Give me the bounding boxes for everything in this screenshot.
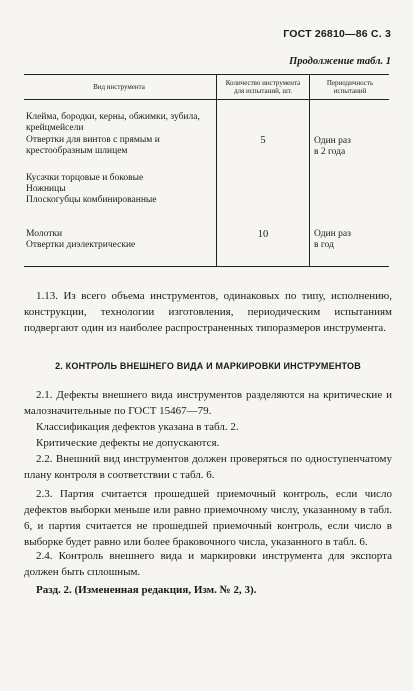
paragraph-1-13: 1.13. Из всего объема инструментов, одинаковых по типу, исполнению, конструкции, технологии изготовления, периодическим испытаниям подвергают один из наиболее распространенных типоразмеров инструмента. bbox=[24, 290, 392, 334]
table-row bbox=[24, 100, 389, 217]
col-header-quantity: Количество инструмента для испытаний, шт. bbox=[217, 75, 310, 100]
table-row bbox=[24, 217, 389, 266]
paragraph-2-2: 2.2. Внешний вид инструментов должен проверяться по одноступенчатому плану контроля в соответствии с табл. 6. bbox=[24, 453, 392, 481]
quantity-value: 5 bbox=[260, 135, 266, 147]
paragraph-2-4: 2.4. Контроль внешнего вида и маркировки инструмента для экспорта должен быть сплошным. bbox=[24, 550, 392, 578]
instrument-item: Отвертки диэлектрические bbox=[26, 240, 136, 251]
page-header-ref: ГОСТ 26810—86 С. 3 bbox=[283, 28, 391, 40]
period-line: в 2 года bbox=[314, 147, 346, 158]
instrument-item: Отвертки для винтов с прямым и крестообразным шлицем bbox=[26, 134, 160, 157]
instrument-item: Молотки bbox=[26, 228, 63, 239]
paragraph-2-3: 2.3. Партия считается прошедшей приемочный контроль, если число дефектов выборки меньше или равно приемочному числу, указанному в табл. 6, и партия считается не прошедшей приемочный контроль, если число в выборке будет равно или более браковочного числа, указанного в табл. 6. bbox=[24, 488, 392, 548]
section-amendment-note: Разд. 2. (Измененная редакция, Изм. № 2, 3). bbox=[36, 584, 257, 596]
section-2-heading: 2. КОНТРОЛЬ ВНЕШНЕГО ВИДА И МАРКИРОВКИ ИНСТРУМЕНТОВ bbox=[55, 361, 361, 371]
instrument-table bbox=[24, 74, 389, 267]
quantity-value: 10 bbox=[257, 228, 269, 240]
period-line: в год bbox=[314, 240, 334, 251]
table-continuation-label: Продолжение табл. 1 bbox=[289, 56, 391, 67]
instrument-item: Плоскогубцы комбинированные bbox=[26, 195, 157, 206]
period-line: Один раз bbox=[314, 228, 351, 239]
period-line: Один раз bbox=[314, 136, 351, 147]
instrument-item: Клейма, бородки, керны, обжимки, зубила, крейцмейсели bbox=[26, 112, 200, 134]
spacer bbox=[26, 158, 212, 173]
col-header-instrument-type: Вид инструмента bbox=[24, 75, 217, 100]
col-header-periodicity: Периодичность испытаний bbox=[310, 75, 390, 100]
paragraph-2-1-classification: Классификация дефектов указана в табл. 2. bbox=[36, 421, 239, 433]
table-header-row bbox=[24, 75, 389, 100]
instrument-item: Ножницы bbox=[26, 184, 66, 195]
paragraph-2-1-critical: Критические дефекты не допускаются. bbox=[36, 437, 220, 449]
instrument-item: Кусачки торцовые и боковые bbox=[26, 172, 144, 183]
paragraph-2-1: 2.1. Дефекты внешнего вида инструментов разделяются на критические и малозначительные по ГОСТ 15467—79. bbox=[24, 389, 392, 417]
